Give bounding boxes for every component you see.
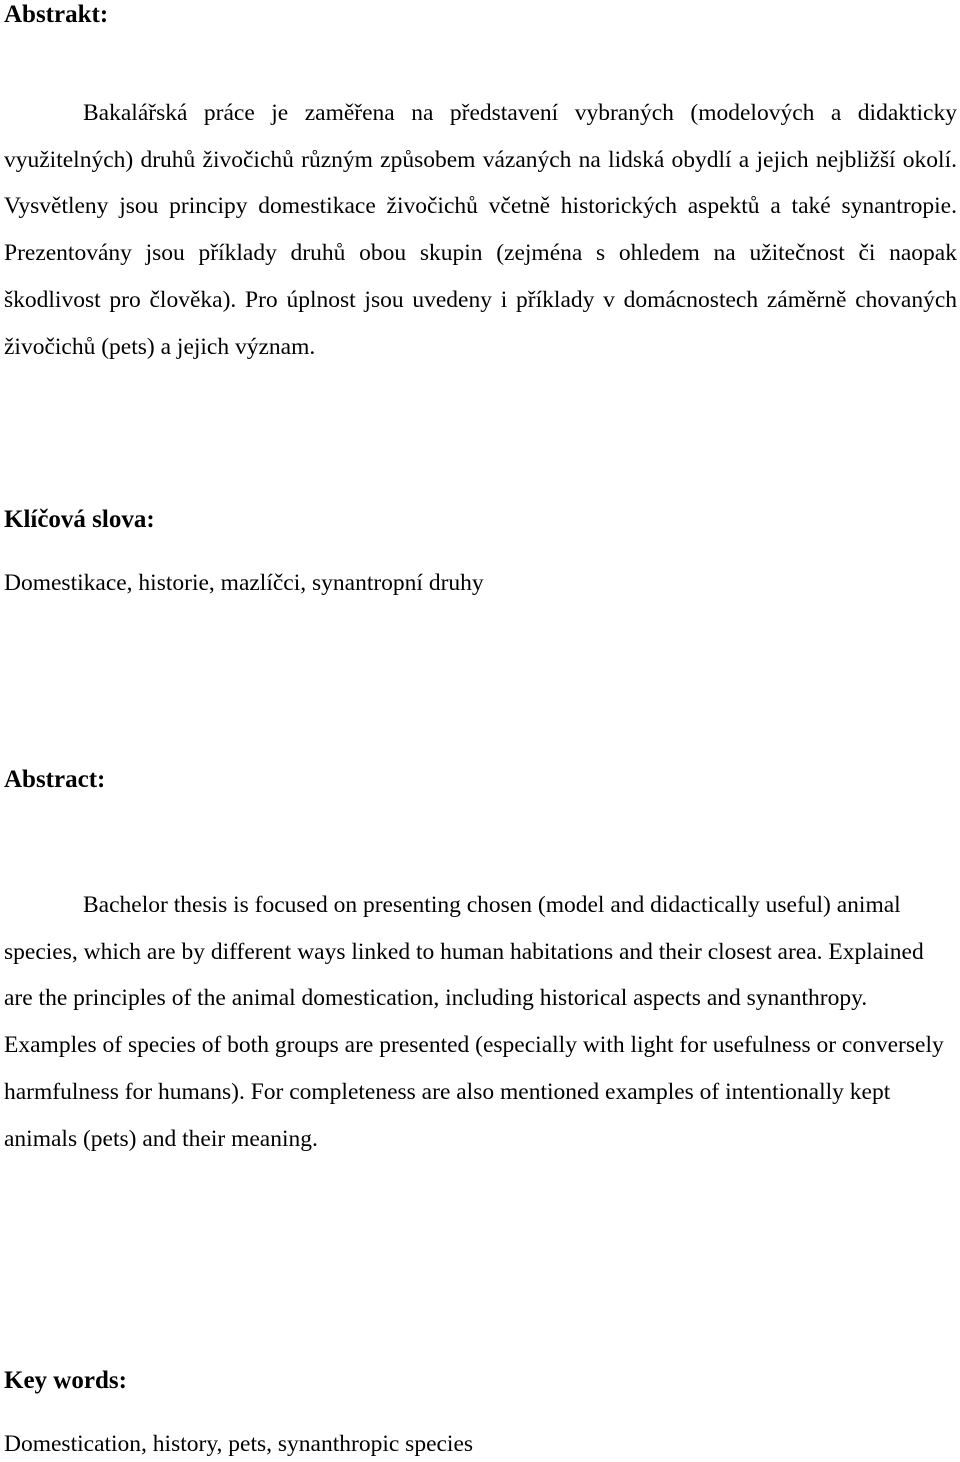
czech-keywords-heading: Klíčová slova: [4, 506, 155, 533]
english-abstract-heading: Abstract: [4, 766, 106, 793]
czech-abstract-text: Bakalářská práce je zaměřena na představení vybraných (modelových a didakticky využitelných) druhů živočichů různým způsobem vázaných na lidská obydlí a jejich nejbližší okolí. Vysvětleny jsou principy domestikace živočichů včetně historických aspektů a také synantropie. Prezentovány jsou příklady druhů obou skupin (zejména s ohledem na užitečnost či naopak škodlivost pro člověka). Pro úplnost jsou uvedeny i příklady v domácnostech záměrně chovaných živočichů (pets) a jejich význam. [4, 100, 957, 360]
english-abstract-text: Bachelor thesis is focused on presenting chosen (model and didactically useful) animal species, which are by different ways linked to human habitations and their closest area. Explained are the principles of the animal domestication, including historical aspects and synanthropy. Examples of species of both groups are presented (especially with light for usefulness or conversely harmfulness for humans). For completeness are also mentioned examples of intentionally kept animals (pets) and their meaning. [4, 892, 944, 1152]
english-keywords-heading: Key words: [4, 1367, 127, 1394]
english-keywords: Domestication, history, pets, synanthropic species [4, 1431, 474, 1457]
czech-abstract-paragraph [4, 90, 957, 370]
czech-abstract-heading: Abstrakt: [4, 1, 109, 28]
czech-keywords: Domestikace, historie, mazlíčci, synantropní druhy [4, 570, 484, 596]
english-abstract-paragraph [4, 882, 954, 1162]
